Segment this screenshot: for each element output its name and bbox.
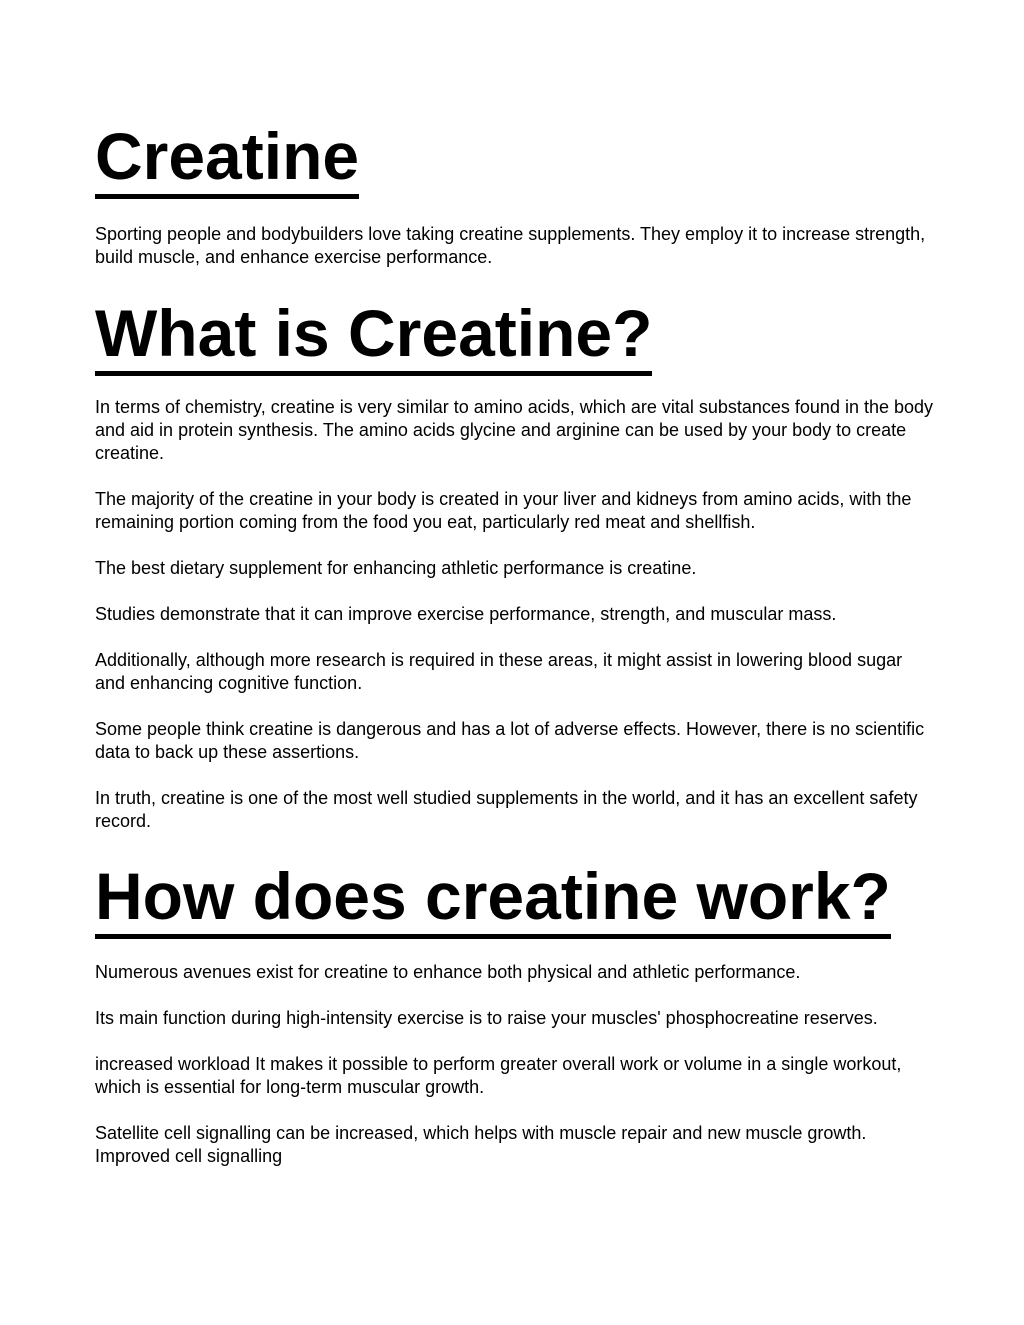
- paragraph: The majority of the creatine in your body is created in your liver and kidneys from amino acids, with the remaining portion coming from the food you eat, particularly red meat and shellfish.: [95, 489, 912, 532]
- paragraph: The best dietary supplement for enhancing athletic performance is creatine.: [95, 558, 697, 578]
- heading-how-does-creatine-work: How does creatine work?: [95, 858, 891, 939]
- paragraph: Studies demonstrate that it can improve exercise performance, strength, and muscular mass.: [95, 604, 837, 624]
- paragraph: In terms of chemistry, creatine is very similar to amino acids, which are vital substances found in the body and aid in protein synthesis. The amino acids glycine and arginine can be used by your body to create creatine.: [95, 397, 934, 463]
- paragraph: increased workload It makes it possible to perform greater overall work or volume in a single workout, which is essential for long-term muscular growth.: [95, 1054, 902, 1097]
- intro-paragraph: Sporting people and bodybuilders love taking creatine supplements. They employ it to increase strength, build muscle, and enhance exercise performance.: [95, 224, 926, 267]
- paragraph: Some people think creatine is dangerous and has a lot of adverse effects. However, there is no scientific data to back up these assertions.: [95, 719, 925, 762]
- section-what-is-creatine: [95, 295, 935, 376]
- paragraph: Its main function during high-intensity exercise is to raise your muscles' phosphocreatine reserves.: [95, 1008, 878, 1028]
- section-creatine: [95, 118, 935, 199]
- document-page: [95, 118, 935, 1168]
- how-does-creatine-work-body: [95, 961, 935, 1168]
- paragraph: Satellite cell signalling can be increased, which helps with muscle repair and new muscle growth. Improved cell signalling: [95, 1123, 867, 1166]
- section-how-does-creatine-work: [95, 858, 935, 939]
- heading-what-is-creatine: What is Creatine?: [95, 295, 652, 376]
- what-is-creatine-body: [95, 396, 935, 833]
- paragraph: In truth, creatine is one of the most well studied supplements in the world, and it has an excellent safety record.: [95, 788, 918, 831]
- heading-creatine: Creatine: [95, 118, 359, 199]
- paragraph: Additionally, although more research is required in these areas, it might assist in lowering blood sugar and enhancing cognitive function.: [95, 650, 903, 693]
- paragraph: Numerous avenues exist for creatine to enhance both physical and athletic performance.: [95, 962, 801, 982]
